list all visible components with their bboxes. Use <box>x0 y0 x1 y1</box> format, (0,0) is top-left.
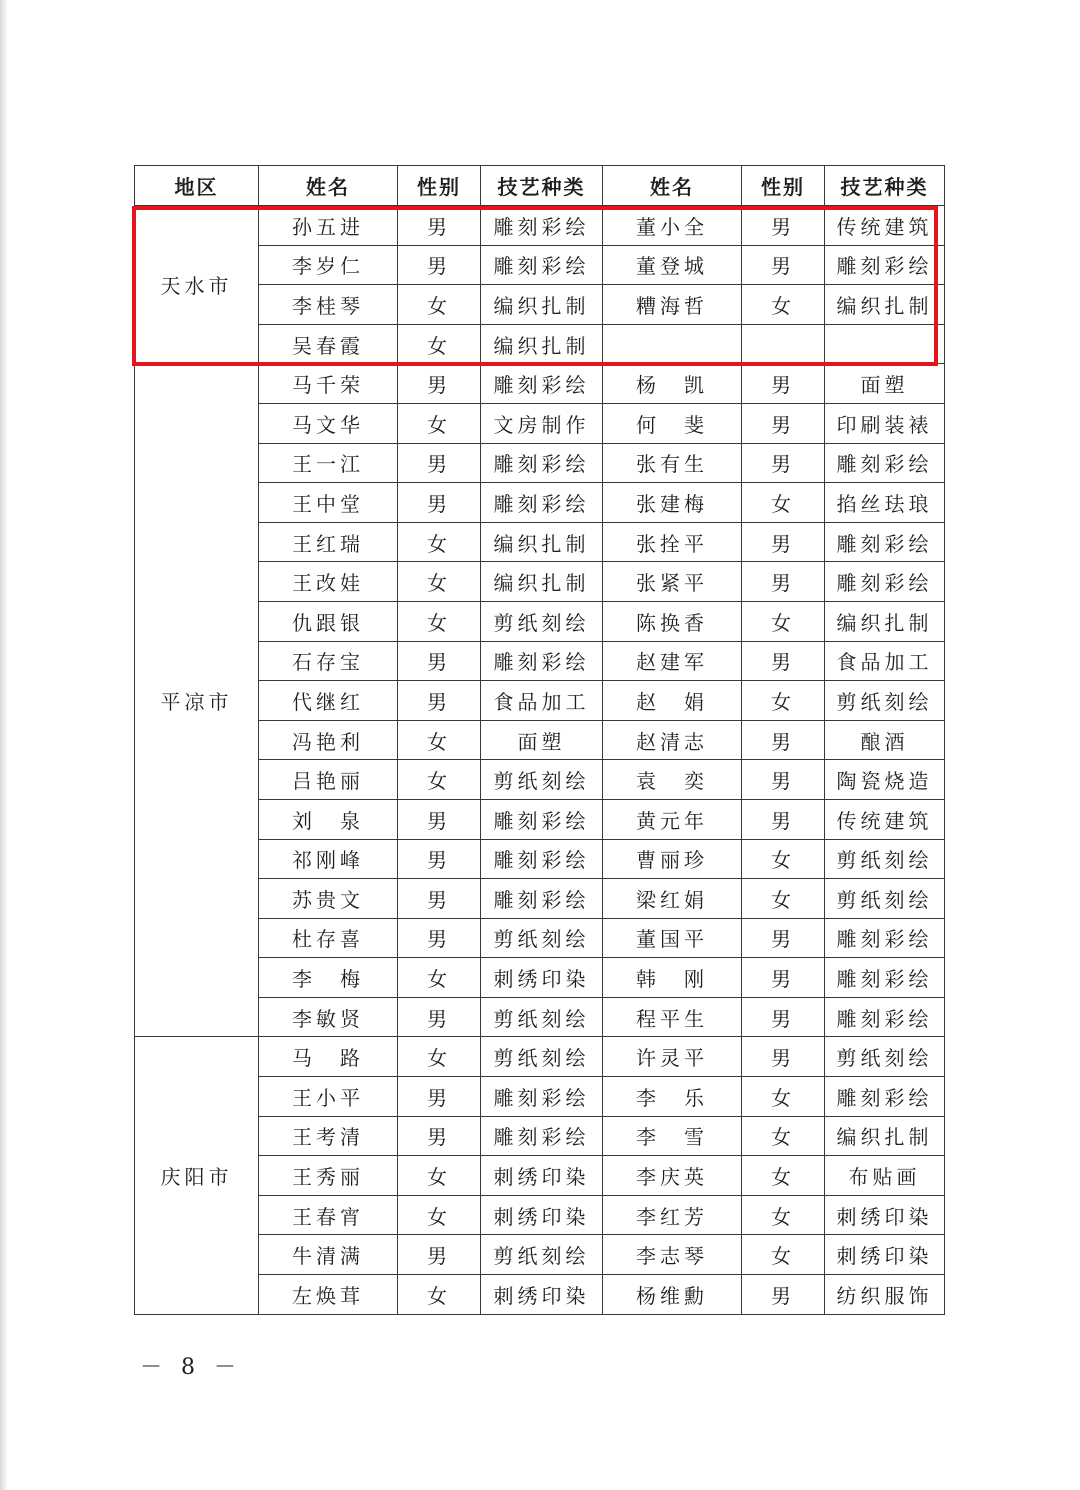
craft-left-cell: 雕刻彩绘 <box>481 1077 603 1117</box>
craft-right-cell: 编织扎制 <box>825 601 945 641</box>
region-cell: 平凉市 <box>135 364 259 1037</box>
craft-right-cell: 剪纸刻绘 <box>825 839 945 879</box>
name-left-cell: 王中堂 <box>259 483 398 523</box>
name-right-cell: 董国平 <box>603 918 742 958</box>
gender-right-cell: 男 <box>742 245 825 285</box>
name-left-cell: 石存宝 <box>259 641 398 681</box>
craft-left-cell: 刺绣印染 <box>481 1275 603 1315</box>
name-left-cell: 吴春霞 <box>259 324 398 364</box>
craft-right-cell: 传统建筑 <box>825 799 945 839</box>
gender-left-cell: 男 <box>398 997 481 1037</box>
craft-right-cell: 食品加工 <box>825 641 945 681</box>
gender-left-cell: 女 <box>398 1195 481 1235</box>
name-left-cell: 冯艳利 <box>259 720 398 760</box>
craft-left-cell: 剪纸刻绘 <box>481 1235 603 1275</box>
name-left-cell: 马文华 <box>259 403 398 443</box>
name-right-cell: 李 雪 <box>603 1116 742 1156</box>
name-left-cell: 王红瑞 <box>259 522 398 562</box>
craft-left-cell: 编织扎制 <box>481 285 603 325</box>
header-craft-left: 技艺种类 <box>481 166 603 206</box>
gender-left-cell: 男 <box>398 1077 481 1117</box>
header-row <box>135 166 945 206</box>
craft-right-cell: 布贴画 <box>825 1156 945 1196</box>
gender-right-cell: 男 <box>742 364 825 404</box>
name-right-cell: 何 斐 <box>603 403 742 443</box>
gender-right-cell: 男 <box>742 760 825 800</box>
header-gender-right: 性别 <box>742 166 825 206</box>
craft-right-cell: 雕刻彩绘 <box>825 958 945 998</box>
gender-left-cell: 女 <box>398 958 481 998</box>
gender-left-cell: 男 <box>398 799 481 839</box>
gender-left-cell: 男 <box>398 206 481 246</box>
craft-left-cell: 雕刻彩绘 <box>481 483 603 523</box>
name-left-cell: 代继红 <box>259 681 398 721</box>
gender-left-cell: 男 <box>398 879 481 919</box>
craft-right-cell: 雕刻彩绘 <box>825 443 945 483</box>
craft-left-cell: 雕刻彩绘 <box>481 206 603 246</box>
name-right-cell: 张拴平 <box>603 522 742 562</box>
name-left-cell: 牛清满 <box>259 1235 398 1275</box>
name-right-cell: 韩 刚 <box>603 958 742 998</box>
name-right-cell: 张有生 <box>603 443 742 483</box>
name-right-cell: 赵清志 <box>603 720 742 760</box>
gender-right-cell: 男 <box>742 1275 825 1315</box>
name-right-cell: 许灵平 <box>603 1037 742 1077</box>
gender-right-cell: 男 <box>742 997 825 1037</box>
page-number: － 8 － <box>140 1355 242 1380</box>
name-left-cell: 王改娃 <box>259 562 398 602</box>
craft-right-cell: 编织扎制 <box>825 285 945 325</box>
name-left-cell: 王考清 <box>259 1116 398 1156</box>
craft-left-cell: 雕刻彩绘 <box>481 839 603 879</box>
craft-right-cell: 雕刻彩绘 <box>825 997 945 1037</box>
name-left-cell: 孙五进 <box>259 206 398 246</box>
craft-left-cell: 剪纸刻绘 <box>481 997 603 1037</box>
craft-left-cell: 剪纸刻绘 <box>481 918 603 958</box>
gender-right-cell: 男 <box>742 562 825 602</box>
gender-right-cell: 男 <box>742 720 825 760</box>
gender-right-cell: 男 <box>742 958 825 998</box>
gender-left-cell: 女 <box>398 760 481 800</box>
gender-left-cell: 女 <box>398 403 481 443</box>
header-region: 地区 <box>135 166 259 206</box>
name-left-cell: 马 路 <box>259 1037 398 1077</box>
craft-right-cell: 酿酒 <box>825 720 945 760</box>
name-left-cell: 王春宵 <box>259 1195 398 1235</box>
craft-left-cell: 文房制作 <box>481 403 603 443</box>
name-right-cell: 陈换香 <box>603 601 742 641</box>
name-right-cell: 张建梅 <box>603 483 742 523</box>
name-right-cell: 董小全 <box>603 206 742 246</box>
craft-left-cell: 编织扎制 <box>481 522 603 562</box>
gender-right-cell: 男 <box>742 1037 825 1077</box>
name-left-cell: 王一江 <box>259 443 398 483</box>
craft-right-cell: 纺织服饰 <box>825 1275 945 1315</box>
gender-left-cell: 男 <box>398 483 481 523</box>
craft-right-cell: 雕刻彩绘 <box>825 522 945 562</box>
name-left-cell: 刘 泉 <box>259 799 398 839</box>
name-right-cell: 李志琴 <box>603 1235 742 1275</box>
gender-right-cell: 男 <box>742 443 825 483</box>
name-right-cell: 张紧平 <box>603 562 742 602</box>
gender-right-cell: 男 <box>742 799 825 839</box>
craft-left-cell: 雕刻彩绘 <box>481 245 603 285</box>
name-right-cell: 李红芳 <box>603 1195 742 1235</box>
table-row <box>135 206 945 246</box>
name-right-cell: 赵建军 <box>603 641 742 681</box>
name-left-cell: 杜存喜 <box>259 918 398 958</box>
name-left-cell: 祁刚峰 <box>259 839 398 879</box>
region-cell: 庆阳市 <box>135 1037 259 1314</box>
craft-left-cell: 编织扎制 <box>481 324 603 364</box>
name-right-cell: 梁红娟 <box>603 879 742 919</box>
name-left-cell: 李岁仁 <box>259 245 398 285</box>
gender-right-cell: 女 <box>742 1235 825 1275</box>
name-right-cell: 杨 凯 <box>603 364 742 404</box>
gender-left-cell: 女 <box>398 522 481 562</box>
gender-right-cell: 女 <box>742 681 825 721</box>
craft-left-cell: 雕刻彩绘 <box>481 641 603 681</box>
gender-left-cell: 男 <box>398 681 481 721</box>
name-right-cell: 曹丽珍 <box>603 839 742 879</box>
header-name-right: 姓名 <box>603 166 742 206</box>
name-left-cell: 苏贵文 <box>259 879 398 919</box>
craft-right-cell: 刺绣印染 <box>825 1235 945 1275</box>
name-right-cell <box>603 324 742 364</box>
name-left-cell: 王秀丽 <box>259 1156 398 1196</box>
craft-left-cell: 雕刻彩绘 <box>481 1116 603 1156</box>
name-left-cell: 仇跟银 <box>259 601 398 641</box>
gender-left-cell: 女 <box>398 324 481 364</box>
name-left-cell: 李 梅 <box>259 958 398 998</box>
name-left-cell: 李敏贤 <box>259 997 398 1037</box>
gender-right-cell: 女 <box>742 879 825 919</box>
gender-right-cell: 女 <box>742 601 825 641</box>
name-left-cell: 李桂琴 <box>259 285 398 325</box>
region-cell: 天水市 <box>135 206 259 364</box>
gender-right-cell: 男 <box>742 641 825 681</box>
gender-right-cell: 女 <box>742 1077 825 1117</box>
craft-right-cell: 雕刻彩绘 <box>825 245 945 285</box>
name-left-cell: 王小平 <box>259 1077 398 1117</box>
gender-left-cell: 女 <box>398 562 481 602</box>
gender-left-cell: 男 <box>398 364 481 404</box>
craft-right-cell: 刺绣印染 <box>825 1195 945 1235</box>
gender-left-cell: 男 <box>398 1116 481 1156</box>
gender-left-cell: 女 <box>398 1037 481 1077</box>
gender-left-cell: 女 <box>398 1156 481 1196</box>
craft-right-cell: 雕刻彩绘 <box>825 918 945 958</box>
gender-right-cell: 男 <box>742 206 825 246</box>
name-right-cell: 杨维勳 <box>603 1275 742 1315</box>
craft-right-cell: 雕刻彩绘 <box>825 562 945 602</box>
gender-right-cell: 女 <box>742 285 825 325</box>
gender-left-cell: 男 <box>398 443 481 483</box>
gender-right-cell: 女 <box>742 1195 825 1235</box>
name-right-cell: 董登城 <box>603 245 742 285</box>
gender-right-cell: 女 <box>742 1116 825 1156</box>
header-gender-left: 性别 <box>398 166 481 206</box>
table-row <box>135 364 945 404</box>
table-row <box>135 1037 945 1077</box>
craft-left-cell: 刺绣印染 <box>481 958 603 998</box>
gender-right-cell: 女 <box>742 1156 825 1196</box>
name-right-cell: 赵 娟 <box>603 681 742 721</box>
craft-left-cell: 剪纸刻绘 <box>481 601 603 641</box>
craft-right-cell: 印刷装裱 <box>825 403 945 443</box>
craft-left-cell: 剪纸刻绘 <box>481 1037 603 1077</box>
craft-left-cell: 剪纸刻绘 <box>481 760 603 800</box>
craft-right-cell: 剪纸刻绘 <box>825 879 945 919</box>
name-right-cell: 糟海哲 <box>603 285 742 325</box>
craft-right-cell: 编织扎制 <box>825 1116 945 1156</box>
name-left-cell: 左焕茸 <box>259 1275 398 1315</box>
gender-right-cell: 男 <box>742 918 825 958</box>
craft-left-cell: 雕刻彩绘 <box>481 443 603 483</box>
craft-right-cell: 掐丝珐琅 <box>825 483 945 523</box>
gender-right-cell: 男 <box>742 522 825 562</box>
name-left-cell: 马千荣 <box>259 364 398 404</box>
roster-body <box>135 206 945 1315</box>
roster-table <box>134 165 945 1315</box>
gender-right-cell <box>742 324 825 364</box>
gender-left-cell: 男 <box>398 245 481 285</box>
name-right-cell: 李庆英 <box>603 1156 742 1196</box>
gender-left-cell: 男 <box>398 839 481 879</box>
header-craft-right: 技艺种类 <box>825 166 945 206</box>
craft-left-cell: 刺绣印染 <box>481 1195 603 1235</box>
gender-left-cell: 女 <box>398 720 481 760</box>
name-left-cell: 吕艳丽 <box>259 760 398 800</box>
name-right-cell: 袁 奕 <box>603 760 742 800</box>
craft-right-cell: 雕刻彩绘 <box>825 1077 945 1117</box>
craft-right-cell: 面塑 <box>825 364 945 404</box>
gender-left-cell: 男 <box>398 918 481 958</box>
craft-left-cell: 雕刻彩绘 <box>481 799 603 839</box>
craft-right-cell: 传统建筑 <box>825 206 945 246</box>
craft-right-cell <box>825 324 945 364</box>
gender-left-cell: 女 <box>398 285 481 325</box>
gender-right-cell: 女 <box>742 839 825 879</box>
gender-left-cell: 男 <box>398 641 481 681</box>
header-name-left: 姓名 <box>259 166 398 206</box>
craft-right-cell: 陶瓷烧造 <box>825 760 945 800</box>
craft-left-cell: 食品加工 <box>481 681 603 721</box>
craft-left-cell: 雕刻彩绘 <box>481 879 603 919</box>
gender-left-cell: 女 <box>398 1275 481 1315</box>
gender-right-cell: 女 <box>742 483 825 523</box>
craft-right-cell: 剪纸刻绘 <box>825 681 945 721</box>
name-right-cell: 程平生 <box>603 997 742 1037</box>
name-right-cell: 黄元年 <box>603 799 742 839</box>
gender-right-cell: 男 <box>742 403 825 443</box>
craft-left-cell: 雕刻彩绘 <box>481 364 603 404</box>
page-shadow <box>0 0 8 1490</box>
craft-left-cell: 面塑 <box>481 720 603 760</box>
name-right-cell: 李 乐 <box>603 1077 742 1117</box>
gender-left-cell: 女 <box>398 601 481 641</box>
craft-left-cell: 刺绣印染 <box>481 1156 603 1196</box>
craft-left-cell: 编织扎制 <box>481 562 603 602</box>
craft-right-cell: 剪纸刻绘 <box>825 1037 945 1077</box>
gender-left-cell: 男 <box>398 1235 481 1275</box>
